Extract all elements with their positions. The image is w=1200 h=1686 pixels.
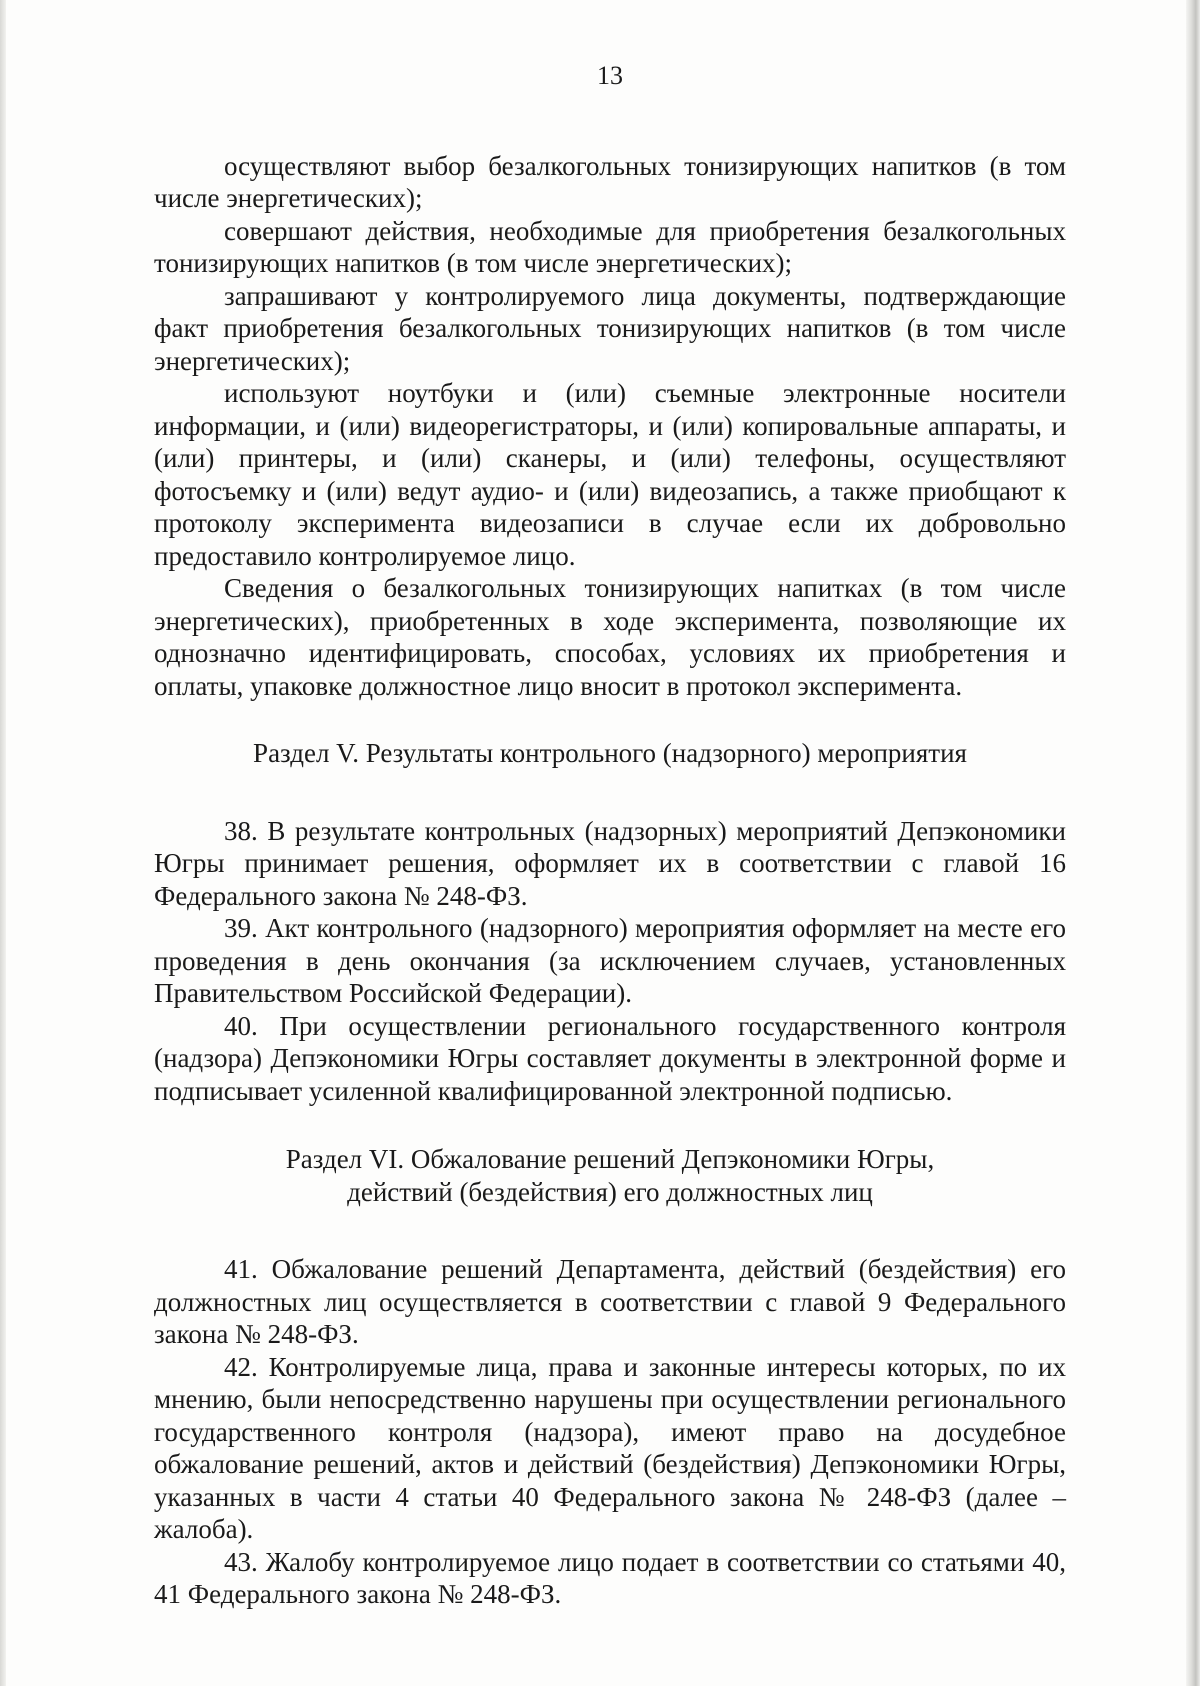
section-6-heading xyxy=(154,1143,1066,1208)
paragraph-use-devices: используют ноутбуки и (или) съемные электронные носители информации, и (или) видеорегистраторы, и (или) копировальные аппараты, и (или) принтеры, и (или) сканеры, и (или) телефоны, осуществляют фотосъемку и (или) ведут аудио- и (или) видеозапись, а также приобщают к протоколу эксперимента видеозаписи в случае если их добровольно предоставило контролируемое лицо. xyxy=(154,378,1066,571)
paragraph-43: 43. Жалобу контролируемое лицо подает в соответствии со статьями 40, 41 Федерального закона № 248-ФЗ. xyxy=(154,1546,1066,1609)
page-content xyxy=(154,60,1066,1611)
paragraph-42: 42. Контролируемые лица, права и законные интересы которых, по их мнению, были непосредственно нарушены при осуществлении регионального государственного контроля (надзора), имеют право на досудебное обжалование решений, актов и действий (бездействия) Депэкономики Югры, указанных в части 4 статьи 40 Федерального закона № 248-ФЗ (далее – жалоба). xyxy=(154,1351,1066,1544)
paragraph-purchase-actions: совершают действия, необходимые для приобретения безалкогольных тонизирующих напитков (в том числе энергетических); xyxy=(154,215,1066,278)
paragraph-41: 41. Обжалование решений Департамента, действий (бездействия) его должностных лиц осуществляется в соответствии с главой 9 Федерального закона № 248-ФЗ. xyxy=(154,1254,1066,1349)
scan-edge-left xyxy=(0,0,6,1686)
section-6-heading-line-2: действий (бездействия) его должностных лиц xyxy=(347,1176,873,1207)
paragraph-request-documents: запрашивают у контролируемого лица документы, подтверждающие факт приобретения безалкогольных тонизирующих напитков (в том числе энергетических); xyxy=(154,280,1066,376)
paragraph-select-drinks: осуществляют выбор безалкогольных тонизирующих напитков (в том числе энергетических); xyxy=(154,150,1066,213)
paragraph-39: 39. Акт контрольного (надзорного) мероприятия оформляет на месте его проведения в день окончания (за исключением случаев, установленных Правительством Российской Федерации). xyxy=(154,913,1066,1008)
scan-edge-right xyxy=(1186,0,1200,1686)
paragraph-38: 38. В результате контрольных (надзорных) мероприятий Депэкономики Югры принимает решения, оформляет их в соответствии с главой 16 Федерального закона № 248-ФЗ. xyxy=(154,815,1066,911)
paragraph-drink-information: Сведения о безалкогольных тонизирующих напитках (в том числе энергетических), приобретенных в ходе эксперимента, позволяющие их однозначно идентифицировать, способах, условиях их приобретения и оплаты, упаковке должностное лицо вносит в протокол эксперимента. xyxy=(154,573,1066,701)
page-number: 13 xyxy=(597,61,623,90)
paragraph-40: 40. При осуществлении регионального государственного контроля (надзора) Депэкономики Югры составляет документы в электронной форме и подписывает усиленной квалифицированной электронной подписью. xyxy=(154,1010,1066,1106)
section-5-heading: Раздел V. Результаты контрольного (надзорного) мероприятия xyxy=(253,738,967,768)
section-6-heading-line-1: Раздел VI. Обжалование решений Депэкономики Югры, xyxy=(285,1144,935,1174)
